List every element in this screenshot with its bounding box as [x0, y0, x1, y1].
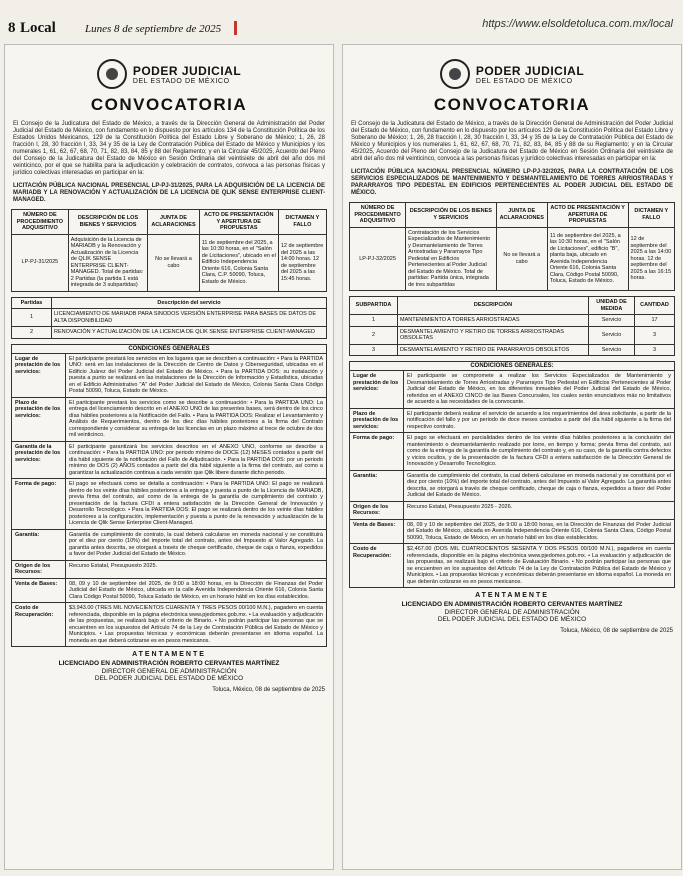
- closing: ATENTAMENTE: [132, 651, 206, 658]
- item-number: 2: [350, 326, 398, 344]
- signature-block: [343, 601, 681, 624]
- col-junta: JUNTA DE ACLARACIONES: [148, 210, 199, 235]
- item-number: 2: [12, 327, 52, 339]
- page-number: 8: [8, 20, 16, 36]
- place-date: Toluca, México, 08 de septiembre de 2025: [560, 627, 673, 634]
- org-name: PODER JUDICIAL: [132, 63, 242, 78]
- table-row: [350, 227, 675, 291]
- condition-text: El participante prestará los servicios como se describe a continuación: • Para la PARTIDA UNO: La entrega del licenciamiento descrito en el ANEXO UNO de las presentes bases, será dentro de los cinco días hábiles posteriores a la Notificación del Fallo. • Para la PARTIDA DOS: Realizar el Levantamiento y Análisis de Requerimientos, dentro de los diez días hábiles posteriores a la firma del Contrato correspondiente y considerar su entrega de las licencias en un plazo máximo al trece de octubre de dos mil veinticinco.: [69, 399, 323, 438]
- notice-intro: El Consejo de la Judicatura del Estado de México, a través de la Dirección General de Administración del Poder Judicial del Estado de México, con fundamento en lo dispuesto por los artículos 129 de la Constitución Política del Estado Libre y Soberano de México; 1, 26, 28 fracción I, 28, 30 fracción I, 33, 34 y 35 de la Ley de Contratación Pública del Estado de México y Municipios y los numerales 1, 61, 62, 67, 68, 70, 71, 82, 83, 84, 85 y 88 de su Reglamento; y en la Circular 45/2025, Acuerdo del Pleno del Consejo de la Judicatura del Estado de México en Sesión Ordinaria del veintisiete de abril del año dos mil veinticinco, convoca a las personas físicas y jurídico colectivas interesadas en participar en la:: [351, 121, 673, 162]
- item-unit: Servicio: [589, 326, 635, 344]
- item-description: MANTENIMIENTO A TORRES ARRIOSTRADAS: [398, 315, 589, 327]
- procedure-dictamen: 12 de septiembre del 2025 a las 14:00 horas. 12 de septiembre del 2025 a las 15:45 horas.: [278, 234, 326, 291]
- condition-row: [350, 471, 674, 502]
- condition-row: [350, 371, 674, 409]
- org-subtitle: DEL ESTADO DE MÉXICO: [475, 77, 573, 85]
- condition-text: El participante deberá realizar el servicio de acuerdo a los requerimientos del área solicitante, a partir de la notificación del fallo y por un periodo de doce meses contados a partir del día hábil siguiente a la firma del respectivo contrato.: [407, 410, 671, 430]
- table-row: [350, 315, 675, 327]
- notice-lp-pj-31: [4, 44, 334, 870]
- condition-key: Costo de Recuperación:: [350, 544, 404, 587]
- section-name: Local: [20, 20, 56, 36]
- condition-key: Origen de los Recursos:: [12, 561, 66, 578]
- condition-key: Garantía:: [350, 471, 404, 501]
- procedure-number: LP-PJ-31/2025: [12, 234, 69, 291]
- signer-title: LICENCIADO EN ADMINISTRACIÓN ROBERTO CERVANTES MARTÍNEZ: [58, 660, 280, 667]
- condition-row: [12, 442, 326, 480]
- item-quantity: 17: [635, 315, 675, 327]
- item-description: RENOVACIÓN Y ACTUALIZACIÓN DE LA LICENCIA DE QLIK SENSE ENTERPRISE CLIENT-MANAGED: [52, 327, 327, 339]
- signer-org: DEL PODER JUDICIAL DEL ESTADO DE MÉXICO: [437, 616, 587, 623]
- col-number: NÚMERO DE PROCEDIMIENTO ADQUISITIVO: [350, 203, 406, 228]
- general-conditions: [349, 361, 675, 588]
- signer-role: DIRECTOR GENERAL DE ADMINISTRACIÓN: [444, 608, 580, 616]
- item-description: LICENCIAMIENTO DE MARIADB PARA SINODOS VERSIÓN ENTERPRISE PARA BASES DE DATOS DE ALTA DISPONIBILIDAD: [52, 309, 327, 327]
- notice-call: LICITACIÓN PÚBLICA NACIONAL PRESENCIAL NÚMERO LP-PJ-32/2025, PARA LA CONTRATACIÓN DE LOS SERVICIOS ESPECIALIZADOS DE MANTENIMIENTO Y DESMANTELAMIENTO DE TORRES ARRIOSTRADAS Y PARARRAYOS TIPO PEDESTAL EN EDIFICIOS PERTENECIENTES AL PODER JUDICIAL DEL ESTADO DE MÉXICO.: [351, 169, 673, 196]
- condition-text: El participante garantizará los servicios descritos en el ANEXO UNO, conforme se describe a continuación: • Para la PARTIDA UNO: por periodo mínimo de DOCE (12) MESES contados a partir del día hábil siguiente de la notificación del Fallo de Adjudicación. • Para la PARTIDA DOS: por un periodo mínimo de DOS (2) AÑOS contados a partir del día hábil siguiente a la firma del contrato, así como a garantizar la actualización continua a cada versión que Qlik libere durante dicho periodo.: [69, 443, 323, 476]
- condition-row: [350, 520, 674, 545]
- condition-text: 08, 09 y 10 de septiembre del 2025, de 9:00 a 18:00 horas, en la Dirección de Finanzas del Poder Judicial del Estado de México, ubicada en Avenida Independencia Oriente 616, Colonia Santa Clara, Código Postal 50090, Toluca, Estado de México, en un horario hábil en los días establecidos.: [407, 521, 671, 541]
- item-unit: Servicio: [589, 344, 635, 356]
- place-date: Toluca, México, 08 de septiembre de 2025: [212, 686, 325, 693]
- signature-block: [5, 660, 333, 683]
- table-row: [350, 344, 675, 356]
- condition-text: $3,943.00 (TRES MIL NOVECIENTOS CUARENTA Y TRES PESOS 00/100 M.N.), pagadero en cuenta referenciada, disponible en la página electrónica www.pjedomex.gob.mx. • La evaluación y adjudicación de las propuestas, se realizará bajo el criterio de Binario. • No podrán participar las personas que se encuentren en los supuestos del Artículo 74 de la Ley de Contratación Pública del Estado de México y Municipios. • Las propuestas técnicas y económicas deberán presentarse en idioma español. La moneda en que deberá cotizarse es en pesos mexicanos.: [69, 605, 323, 644]
- condition-key: Plazo de prestación de los servicios:: [350, 409, 404, 433]
- col-cantidad: CANTIDAD: [635, 297, 675, 315]
- item-number: 1: [350, 315, 398, 327]
- condition-text: El participante prestará los servicios en los lugares que se describen a continuación: • Para la PARTIDA UNO: será en las instalaciones de la Dirección de Centro de Datos y Ciberseguridad, ubicadas en el Edificio Juárez del Poder Judicial del Estado de México. • Para la PARTIDA DOS: su instalación y puesta a punto se realizará en las instalaciones de la Dirección de Información y Estadística, ubicadas en el Edificio Administrativo "A" del Poder Judicial del Estado de México, Colonia Santa Clara Código Postal 50090, Toluca, Estado de México.: [69, 355, 323, 394]
- condition-row: [12, 603, 326, 646]
- conditions-header: CONDICIONES GENERALES: [12, 345, 326, 354]
- col-junta: JUNTA DE ACLARACIONES: [496, 203, 547, 228]
- table-row: [12, 234, 327, 291]
- condition-key: Venta de Bases:: [350, 520, 404, 544]
- condition-row: [350, 502, 674, 520]
- condition-text: Recurso Estatal, Presupuesto 2025 - 2026.: [407, 503, 513, 510]
- condition-key: Garantía de la prestación de los servicios:: [12, 442, 66, 479]
- col-dictamen: DICTAMEN Y FALLO: [628, 203, 674, 228]
- item-quantity: 3: [635, 344, 675, 356]
- table-row: [12, 327, 327, 339]
- procedure-number: LP-PJ-32/2025: [350, 227, 406, 291]
- procedure-junta: No se llevará a cabo: [496, 227, 547, 291]
- table-row: [12, 309, 327, 327]
- procedure-description: Contratación de los Servicios Especializados de Mantenimiento y Desmantelamiento de Torres Arriostradas y Pararrayos Tipo Pedestal en Edificios Pertenecientes al Poder Judicial del Estado de México. Total de partidas: Partida única, integrada de tres subpartidas: [406, 227, 497, 291]
- condition-key: Lugar de prestación de los servicios:: [12, 354, 66, 397]
- condition-key: Lugar de prestación de los servicios:: [350, 371, 404, 408]
- col-partidas: Partidas: [12, 297, 52, 309]
- accent-bar: [234, 21, 237, 35]
- item-number: 3: [350, 344, 398, 356]
- estado-de-mexico-seal-icon: [97, 59, 127, 89]
- condition-row: [350, 544, 674, 587]
- col-descripcion: Descripción del servicio: [52, 297, 327, 309]
- col-dictamen: DICTAMEN Y FALLO: [278, 210, 326, 235]
- condition-text: Garantía de cumplimiento de contrato, la cual deberá calcularse en moneda nacional y se constituirá por el diez por ciento (10%) del importe total del contrato, antes del Impuesto al Valor Agregado. La garantía antes descrita, se otorgará a través de cheque certificado, cheque de caja o fianza, expedidos a favor del Poder Judicial del Estado de México.: [69, 531, 323, 557]
- condition-text: El pago se efectuará como se detalla a continuación: • Para la PARTIDA UNO: El pago se realizará dentro de los veinte días hábiles posteriores a la entrega y puesta a punto de la Licencia de MARIADB, previa firma del contrato, así como de la entrega de la garantía de cumplimiento del contrato y presentación de la factura CFDI a entera satisfacción de la Dirección General de Innovación y Desarrollo Tecnológico. • Para la PARTIDA DOS: El pago se realizará dentro de los veinte días hábiles posteriores a la configuración, implementación y puesta a punto de la renovación y actualización de la Licencia de Qlik Sense Enterprise Client-Managed.: [69, 481, 323, 526]
- condition-row: [12, 579, 326, 604]
- condition-row: [350, 433, 674, 471]
- items-table: [11, 297, 327, 339]
- closing: ATENTAMENTE: [475, 592, 549, 599]
- condition-text: $2,467.00 (DOS MIL CUATROCIENTOS SESENTA Y DOS PESOS 00/100 M.N.), pagaderos en cuenta referenciada, disponible en la página electrónica www.pjedomex.gob.mx. • La evaluación y adjudicación de las propuestas, se realizará bajo el criterio de Evaluación Binario. • No podrán participar las personas que se encuentren en los supuestos del Artículo 74 de la Ley de Contratación Pública del Estado de México y Municipios. • Las propuestas técnicas y económicas deberán presentarse en idioma español. La moneda en que deberán cotizarse es en pesos mexicanos.: [407, 546, 671, 585]
- conditions-header: CONDICIONES GENERALES:: [350, 362, 674, 371]
- condition-row: [12, 479, 326, 530]
- condition-key: Forma de pago:: [12, 479, 66, 529]
- condition-key: Plazo de prestación de los servicios:: [12, 398, 66, 441]
- col-acto: ACTO DE PRESENTACIÓN Y APERTURA DE PROPUESTAS: [199, 210, 278, 235]
- condition-row: [12, 530, 326, 561]
- condition-row: [12, 398, 326, 442]
- condition-text: El pago se efectuará en parcialidades dentro de los veinte días hábiles posteriores a la conclusión del mantenimiento o desmantelamiento realizado por torre, en tiempo y forma; previa firma del contrato, así como de la entrega de la garantía de cumplimiento del contrato y, en su caso, de la garantía contra defectos y vicios ocultos, y de la presentación de la factura CFDI a entera satisfacción de la Dirección General de Innovación y Desarrollo Tecnológico.: [407, 435, 671, 467]
- notice-intro: El Consejo de la Judicatura del Estado de México, a través de la Dirección General de Administración del Poder Judicial del Estado de México, con fundamento en lo dispuesto por los artículos 134 de la Constitución Política de los Estados Unidos Mexicanos, 129 de la Constitución Política del Estado Libre y Soberano de México; 1, 26, 28 fracción I, 28, 30 fracción I, 33, 34 y 35 de la Ley de Contratación Pública del Estado de México y Municipios y los numerales 1, 61, 62, 67, 68, 70, 71, 82, 83, 84, 85 y 88 del Reglamento; y en la Circular 45/2025, Acuerdo del Pleno del Consejo de la Judicatura del Estado de México en Sesión Ordinaria del veintisiete de abril del año dos mil veinticinco, por el que se habilita para la adjudicación y celebración de contratos, convoca a las personas físicas y jurídico colectivas interesadas en participar en la:: [13, 121, 325, 176]
- org-name: PODER JUDICIAL: [475, 63, 585, 78]
- col-description: DESCRIPCIÓN DE LOS BIENES Y SERVICIOS: [68, 210, 148, 235]
- condition-key: Garantía:: [12, 530, 66, 560]
- col-unidad: UNIDAD DE MEDIDA: [589, 297, 635, 315]
- col-descripcion: DESCRIPCIÓN: [398, 297, 589, 315]
- procedure-table: [11, 209, 327, 292]
- condition-text: El participante se compromete a realizar los Servicios Especializados de Mantenimiento y Desmantelamiento de Torres Arriostradas y Pararrayos Tipo Pedestal en Edificios Pertenecientes al Poder Judicial del Estado de México, en los diferentes inmuebles del Poder Judicial del Estado de México, referidos en el ANEXO CINCO de las Bases Concursales, los cuales serán enunciativos más no limitativos de acuerdo a las necesidades de la convocante.: [407, 373, 671, 405]
- condition-text: Garantía de cumplimiento del contrato, la cual deberá calcularse en moneda nacional y se constituirá por el diez por ciento (10%) del importe total del contrato, antes del Impuesto al Valor Agregado. La garantía antes descrita, se otorgará a través de cheque certificado, cheque de caja o fianza, expedidos a favor del Poder Judicial del Estado de México.: [407, 472, 671, 498]
- items-table: [349, 296, 675, 356]
- item-quantity: 3: [635, 326, 675, 344]
- table-row: [350, 326, 675, 344]
- condition-text: Recurso Estatal, Presupuesto 2025.: [69, 562, 158, 569]
- general-conditions: [11, 344, 327, 648]
- notice-title: CONVOCATORIA: [433, 95, 591, 114]
- condition-row: [350, 409, 674, 434]
- procedure-acto: 11 de septiembre del 2025, a las 10:30 horas, en el "Salón de Licitaciones", edificio "B", planta baja, ubicado en Avenida Independencia Oriente 616, Colonia Santa Clara, Código Postal 50090, Toluca, Estado de México.: [547, 227, 628, 291]
- issue-date: Lunes 8 de septiembre de 2025: [85, 23, 222, 35]
- item-number: 1: [12, 309, 52, 327]
- site-url[interactable]: https://www.elsoldetoluca.com.mx/local: [482, 18, 673, 30]
- procedure-junta: No se llevará a cabo: [148, 234, 199, 291]
- procedure-table: [349, 202, 675, 291]
- condition-key: Costo de Recuperación:: [12, 603, 66, 646]
- notice-lp-pj-32: [342, 44, 682, 870]
- item-description: DESMANTELAMIENTO Y RETIRO DE TORRES ARRIOSTRADAS OBSOLETAS: [398, 326, 589, 344]
- procedure-acto: 11 de septiembre del 2025, a las 10:30 horas, en el "Salón de Licitaciones", ubicado en el Edificio Independencia Oriente 616, Colonia Santa Clara, C.P. 50090, Toluca, Estado de México.: [199, 234, 278, 291]
- condition-text: 08, 09 y 10 de septiembre del 2025, de 9:00 a 18:00 horas, en la Dirección de Finanzas del Poder Judicial del Estado de México, ubicada en la calle Avenida Independencia Oriente 616, Colonia Santa Clara Código Postal 50090, Toluca Estado de México, en un horario hábil en los días establecidos.: [69, 580, 323, 600]
- org-subtitle: DEL ESTADO DE MÉXICO: [132, 77, 230, 85]
- col-description: DESCRIPCIÓN DE LOS BIENES Y SERVICIOS: [406, 203, 497, 228]
- item-unit: Servicio: [589, 315, 635, 327]
- condition-key: Venta de Bases:: [12, 579, 66, 603]
- notice-title: CONVOCATORIA: [90, 95, 248, 114]
- notice-call: LICITACIÓN PÚBLICA NACIONAL PRESENCIAL LP-PJ-31/2025, PARA LA ADQUISICIÓN DE LA LICENCIA DE MARIADB Y LA RENOVACIÓN Y ACTUALIZACIÓN DE LA LICENCIA DE QLIK SENSE ENTERPRISE CLIENT-MANAGED.: [13, 183, 325, 203]
- newspaper-masthead: [0, 18, 683, 40]
- condition-row: [12, 354, 326, 398]
- col-acto: ACTO DE PRESENTACIÓN Y APERTURA DE PROPUESTAS: [547, 203, 628, 228]
- signer-role: DIRECTOR GENERAL DE ADMINISTRACIÓN: [101, 667, 237, 675]
- col-number: NÚMERO DE PROCEDIMIENTO ADQUISITIVO: [12, 210, 69, 235]
- estado-de-mexico-seal-icon: [440, 59, 470, 89]
- condition-key: Forma de pago:: [350, 433, 404, 470]
- item-description: DESMANTELAMIENTO Y RETIRO DE PARARRAYOS OBSOLETOS: [398, 344, 589, 356]
- procedure-dictamen: 12 de septiembre del 2025 a las 14:00 horas. 12 de septiembre del 2025 a las 16:15 horas.: [628, 227, 674, 291]
- signer-title: LICENCIADO EN ADMINISTRACIÓN ROBERTO CERVANTES MARTÍNEZ: [401, 601, 623, 608]
- procedure-description: Adquisición de la Licencia de MARIADB y la Renovación y Actualización de la Licencia de QLIK SENSE ENTERPRISE CLIENT-MANAGED. Total de partidas: 2 Partidas (la partida 1 está integrada de 3 subpartidas): [68, 234, 148, 291]
- org-logo: [343, 59, 681, 89]
- org-logo: [5, 59, 333, 89]
- col-subpartida: SUBPARTIDA: [350, 297, 398, 315]
- condition-key: Origen de los Recursos:: [350, 502, 404, 519]
- signer-org: DEL PODER JUDICIAL DEL ESTADO DE MÉXICO: [94, 675, 244, 682]
- condition-row: [12, 561, 326, 579]
